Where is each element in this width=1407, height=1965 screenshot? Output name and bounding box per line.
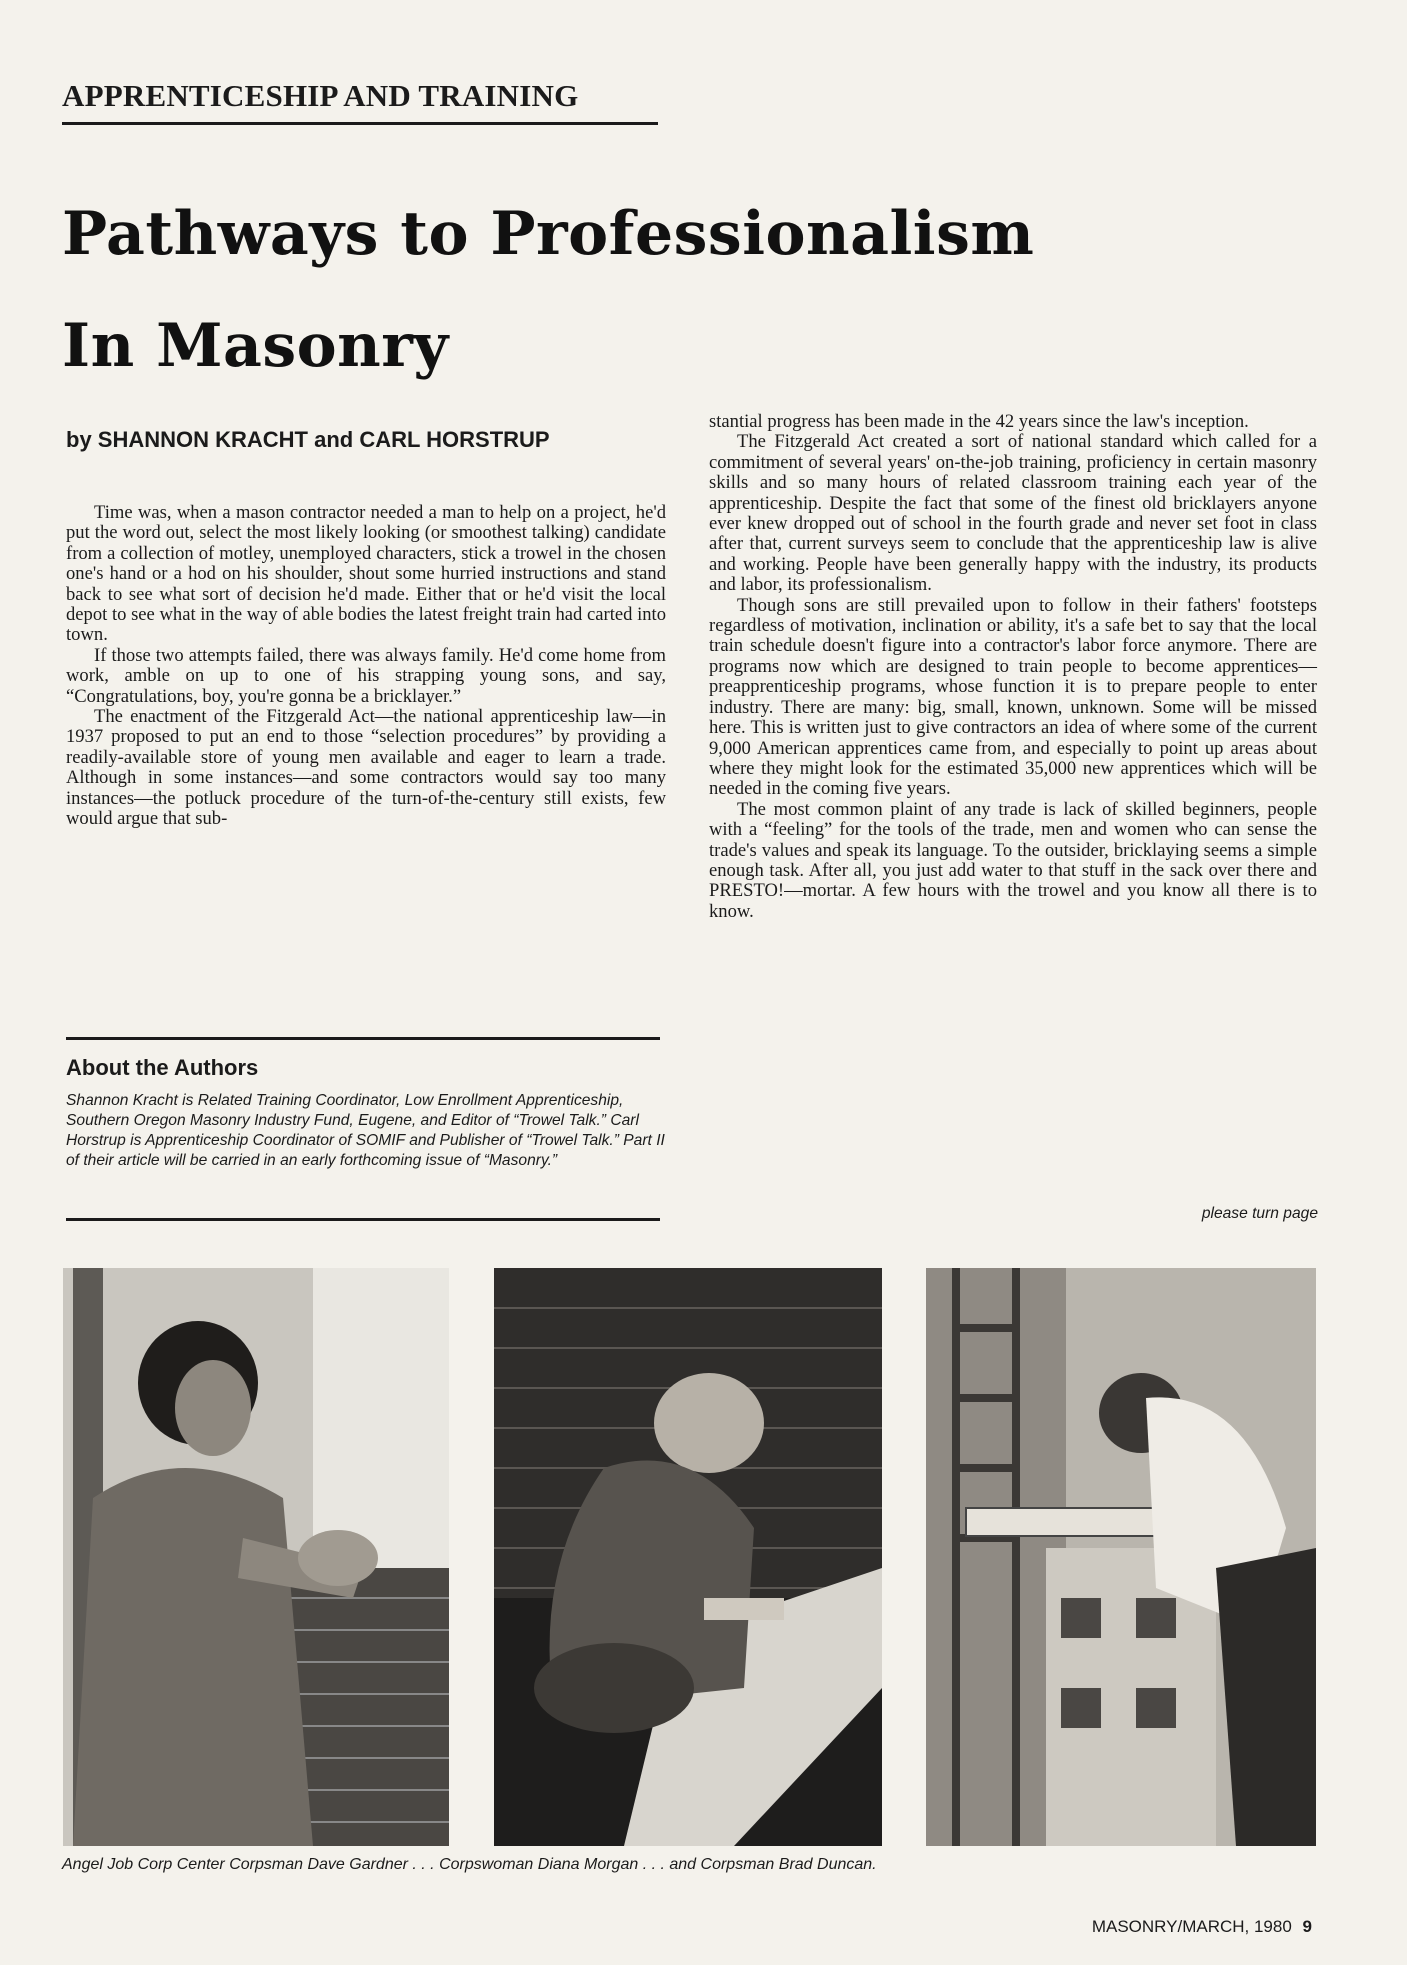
section-label: APPRENTICESHIP AND TRAINING [62,78,579,113]
title-line-2: In Masonry [62,311,449,381]
about-authors-heading: About the Authors [66,1055,259,1080]
paragraph: If those two attempts failed, there was always family. He'd come home from work, amble on up to one of his strapping young sons, and say, “Congratulations, boy, you're gonna be a bricklayer.” [66,644,666,707]
photo-bricklayer-corpsman [63,1268,449,1846]
about-authors-text: Shannon Kracht is Related Training Coordinator, Low Enrollment Apprenticeship, Southern Oregon Masonry Industry Fund, Eugene, and Editor of “Trowel Talk.” Carl Horstrup is Apprenticeship Coordinator of SOMIF and Publisher of “Trowel Talk.” Part II of their article will be carried in an early forthcoming issue of “Masonry.” [66,1092,665,1169]
paragraph: stantial progress has been made in the 42 years since the law's inception. [709,411,1249,432]
paragraph: The enactment of the Fitzgerald Act—the national apprenticeship law—in 1937 proposed to put an end to those “selection procedures” by providing a readily-available store of young men available and eager to learn a trade. Although in some instances—and some contractors would say too many instances—the potluck procedure of the turn-of-the-century still exists, few would argue that sub- [66,706,666,830]
authors-box-rule-bottom [66,1218,660,1221]
article-title [62,178,1034,402]
page-footer [1092,1917,1312,1937]
paragraph: Though sons are still prevailed upon to follow in their fathers' footsteps regardless of motivation, inclination or ability, it's a safe bet to say that the local train schedule doesn't figure into a contractor's labor force anymore. There are programs now which are designed to train people to become apprentices—preapprenticeship programs, whose function it is to prepare people to enter industry. There are many: big, small, known, unknown. Some will be missed here. This is written just to give contractors an idea of where some of the current 9,000 American apprentices came from, and especially to point up areas about where they might look for the estimated 35,000 new apprentices which will be needed in the coming five years. [709,594,1317,800]
page-number: 9 [1302,1917,1312,1936]
paragraph: Time was, when a mason contractor needed a man to help on a project, he'd put the word out, select the most likely looking (or smoothest talking) candidate from a collection of motley, unemployed characters, stick a trowel in the chosen one's hand or a hod on his shoulder, shout some hurried instructions and stand back to see what sort of decision he'd made. Either that or he'd visit the local depot to see what in the way of able bodies the latest freight train had carted into town. [66,502,666,646]
article-column-left [66,503,666,830]
section-rule [62,122,658,125]
publication-info: MASONRY/MARCH, 1980 [1091,1917,1292,1936]
paragraph: The Fitzgerald Act created a sort of national standard which called for a commitment of several years' on-the-job training, proficiency in certain masonry skills and so many hours of related classroom training each year of the apprenticeship. Despite the fact that some of the finest old bricklayers anyone ever knew dropped out of school in the fourth grade and never set foot in class after that, current surveys seem to conclude that the apprenticeship law is alive and working. People have been generally happy with the industry, its products and labor, its professionalism. [709,431,1317,596]
photo-corpsman-leveling [926,1268,1316,1846]
photo-caption: Angel Job Corp Center Corpsman Dave Gardner . . . Corpswoman Diana Morgan . . . and Corpsman Brad Duncan. [62,1856,877,1873]
authors-box-rule-top [66,1037,660,1040]
byline: by SHANNON KRACHT and CARL HORSTRUP [66,427,550,452]
paragraph: The most common plaint of any trade is lack of skilled beginners, people with a “feeling” for the tools of the trade, men and women who can sense the trade's values and speak its language. To the outsider, bricklaying seems a simple enough task. After all, you just add water to that stuff in the sack over there and PRESTO!—mortar. A few hours with the trowel and you know all there is to know. [709,798,1317,922]
turn-page-note: please turn page [1201,1205,1318,1222]
title-line-1: Pathways to Professionalism [62,199,1035,269]
photo-corpswoman-kneeling [494,1268,882,1846]
article-column-right [709,412,1317,922]
